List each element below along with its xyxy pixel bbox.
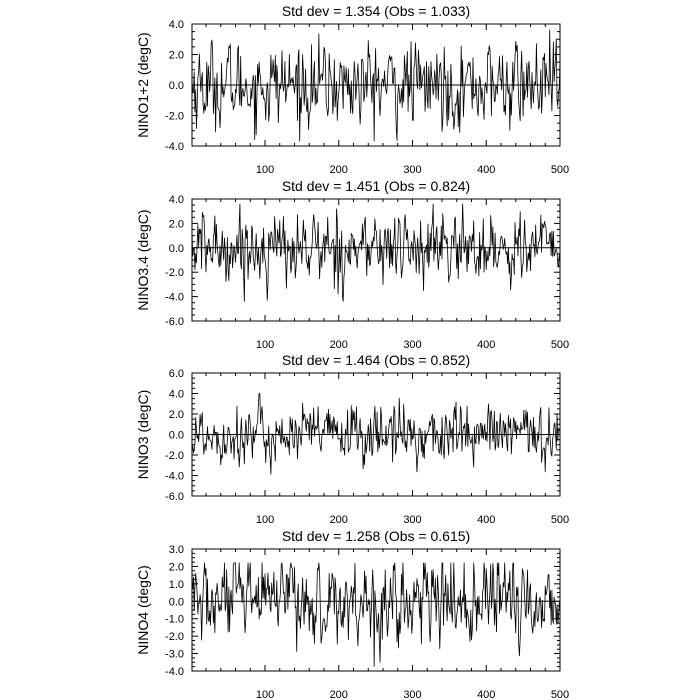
x-tick-label: 200 [329, 164, 348, 176]
x-tick-label: 200 [329, 514, 348, 526]
x-tick-label: 100 [255, 339, 275, 351]
x-tick-label: 400 [477, 339, 496, 351]
y-tick-label: -2.0 [165, 450, 184, 462]
x-tick-label: 200 [329, 339, 348, 351]
y-tick-label: 3.0 [168, 544, 184, 556]
y-tick-label: -4.0 [165, 666, 184, 678]
panel-title: Std dev = 1.464 (Obs = 0.852) [281, 352, 471, 368]
y-tick-label: 1.0 [168, 578, 184, 591]
panel-title: Std dev = 1.258 (Obs = 0.615) [281, 528, 471, 544]
y-tick-label: -6.0 [165, 491, 184, 503]
plot-frame [192, 199, 560, 321]
y-axis-label: NINO3.4 (degC) [135, 209, 151, 311]
x-tick-label: 500 [550, 164, 570, 176]
y-tick-label: 4.0 [168, 19, 184, 31]
series-line [192, 563, 560, 667]
panel-4 [135, 528, 569, 700]
y-tick-label: 2.0 [168, 409, 184, 421]
y-axis-label: NINO3 (degC) [135, 389, 151, 480]
x-tick-label: 300 [403, 164, 422, 176]
y-tick-label: 2.0 [168, 561, 184, 574]
x-tick-label: 100 [255, 514, 275, 526]
panel-3 [135, 352, 569, 526]
series-line [192, 394, 560, 475]
y-tick-label: 4.0 [168, 388, 184, 401]
x-tick-label: 500 [550, 339, 570, 351]
x-tick-label: 500 [550, 514, 570, 526]
y-tick-label: 0.0 [168, 242, 184, 255]
y-tick-label: -3.0 [165, 648, 184, 661]
x-tick-label: 400 [477, 514, 496, 526]
series-line [192, 204, 560, 302]
y-tick-label: -6.0 [165, 316, 184, 328]
y-tick-label: -2.0 [165, 110, 184, 123]
y-tick-label: -4.0 [165, 141, 184, 153]
y-tick-label: 6.0 [168, 368, 184, 380]
x-tick-label: 200 [329, 689, 348, 700]
y-tick-label: -2.0 [165, 267, 184, 280]
x-tick-label: 100 [255, 689, 275, 700]
x-tick-label: 300 [403, 339, 422, 351]
y-tick-label: 2.0 [168, 49, 184, 62]
y-tick-label: -4.0 [165, 291, 184, 304]
x-tick-label: 400 [477, 164, 496, 176]
y-tick-label: 0.0 [168, 596, 184, 609]
y-tick-label: 0.0 [168, 429, 184, 442]
panel-2 [135, 178, 569, 351]
series-line [192, 30, 560, 141]
x-tick-label: 100 [255, 164, 275, 176]
y-tick-label: 4.0 [168, 194, 184, 206]
x-tick-label: 300 [403, 514, 422, 526]
x-tick-label: 500 [550, 689, 570, 700]
panel-1 [135, 3, 569, 176]
y-tick-label: 0.0 [168, 80, 184, 92]
y-axis-label: NINO1+2 (degC) [135, 32, 151, 138]
y-tick-label: -2.0 [165, 631, 184, 644]
x-tick-label: 400 [477, 689, 496, 700]
y-tick-label: -1.0 [165, 613, 184, 626]
y-tick-label: 2.0 [168, 218, 184, 231]
x-tick-label: 300 [403, 689, 422, 700]
panel-title: Std dev = 1.451 (Obs = 0.824) [281, 178, 471, 194]
panel-title: Std dev = 1.354 (Obs = 1.033) [281, 3, 471, 19]
y-tick-label: -4.0 [165, 470, 184, 483]
y-axis-label: NINO4 (degC) [135, 565, 151, 655]
